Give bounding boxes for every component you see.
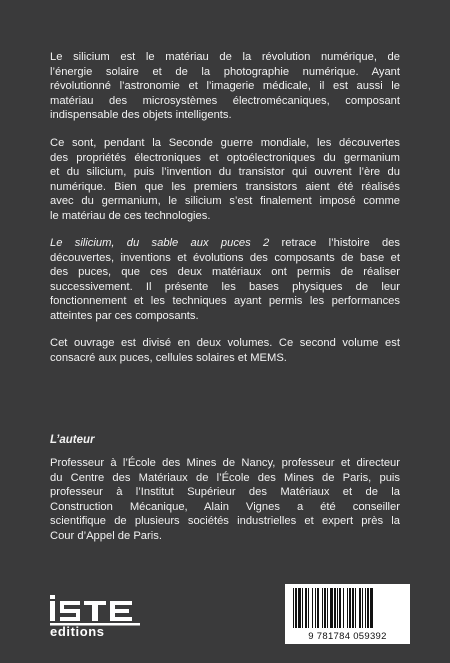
barcode-bar bbox=[324, 588, 326, 628]
barcode-bar bbox=[298, 588, 301, 628]
barcode-bar bbox=[295, 588, 297, 628]
text-line: fonctionnement et les techniques ayant permis les performances bbox=[50, 295, 400, 308]
text-line: des propriétés électroniques et optoélectroniques du germanium bbox=[50, 151, 400, 164]
text-line: avec du germanium, le silicium s’est finalement imposé comme bbox=[50, 195, 400, 208]
text-line: et du silicium, puis l’invention du transistor qui ouvrent l’ère du bbox=[50, 166, 400, 179]
barcode-bar bbox=[334, 588, 336, 628]
text-line: des puces, que ces deux matériaux ont permis de réaliser bbox=[50, 266, 400, 279]
text-line: Professeur à l’École des Mines de Nancy, professeur et directeur bbox=[50, 457, 400, 469]
barcode-bar bbox=[308, 588, 309, 628]
barcode-bar bbox=[327, 588, 328, 628]
text-line: Le silicium est le matériau de la révolution numérique, de bbox=[50, 51, 400, 63]
barcode-bar bbox=[365, 588, 366, 628]
text-line: l’énergie solaire et de la photographie numérique. Ayant bbox=[50, 65, 400, 78]
barcode-bar bbox=[359, 588, 361, 628]
book-title: Le silicium, du sable aux puces 2 bbox=[50, 237, 270, 249]
barcode-bar bbox=[330, 588, 333, 628]
text-line: découvertes, inventions et évolutions des composants de base et bbox=[50, 251, 400, 264]
barcode-bar bbox=[349, 588, 351, 628]
barcode-bar bbox=[367, 588, 369, 628]
text-line: successivement. Il présente les bases physiques de leur bbox=[50, 280, 400, 293]
barcode-bar bbox=[315, 588, 316, 628]
barcode-bar bbox=[302, 588, 303, 628]
isbn-number: 9 781784 059392 bbox=[308, 631, 387, 642]
barcode-bar bbox=[305, 588, 307, 628]
text-line: le matériau de ces technologies. bbox=[50, 209, 211, 222]
barcode-bar bbox=[352, 588, 354, 628]
text-line bbox=[50, 236, 400, 251]
barcode-bar bbox=[362, 588, 363, 628]
publisher-logo-sub: editions bbox=[50, 624, 105, 638]
description-paragraph-3 bbox=[50, 236, 400, 324]
barcode-bars bbox=[285, 584, 410, 630]
text-line: Cet ouvrage est divisé en deux volumes. Ce second volume est bbox=[50, 337, 400, 349]
author-bio bbox=[50, 456, 400, 544]
description-paragraph-4 bbox=[50, 336, 400, 365]
description-paragraph-2 bbox=[50, 136, 400, 224]
text-line: consacré aux puces, cellules solaires et MEMS. bbox=[50, 351, 287, 364]
text-line: Ce sont, pendant la Seconde guerre mondiale, les découvertes bbox=[50, 137, 400, 149]
barcode-bar bbox=[322, 588, 323, 628]
publisher-logo bbox=[48, 593, 168, 638]
text-line: atteintes par ces composants. bbox=[50, 309, 199, 322]
text-line: Cour d’Appel de Paris. bbox=[50, 529, 162, 542]
text-line: indispensable des objets intelligents. bbox=[50, 109, 232, 122]
description-paragraph-1 bbox=[50, 50, 400, 123]
text-line: révolutionné l’astronomie et l’imagerie médicale, il est aussi le bbox=[50, 80, 400, 93]
barcode-bar bbox=[370, 588, 373, 628]
barcode-bar bbox=[339, 588, 341, 628]
barcode-bar bbox=[293, 588, 294, 628]
barcode-bar bbox=[317, 588, 319, 628]
text-line: du Centre des Matériaux de l’École des Mines de Paris, puis bbox=[50, 471, 400, 484]
barcode-bar bbox=[355, 588, 356, 628]
barcode-bar bbox=[347, 588, 348, 628]
text-line: matériau des microsystèmes électromécaniques, composant bbox=[50, 94, 400, 107]
text-line: professeur à l’Institut Supérieur des Matériaux et de la bbox=[50, 486, 400, 499]
barcode-bar bbox=[337, 588, 338, 628]
barcode-bar bbox=[343, 588, 344, 628]
barcode-bar bbox=[312, 588, 313, 628]
text-fragment: retrace l’histoire des bbox=[269, 237, 400, 249]
text-line: scientifique de plusieurs sociétés industrielles et expert près la bbox=[50, 515, 400, 528]
author-heading: L’auteur bbox=[50, 434, 95, 446]
barcode bbox=[285, 584, 410, 644]
text-line: numérique. Bien que les premiers transistors aient été réalisés bbox=[50, 180, 400, 193]
text-line: Construction Mécanique, Alain Vignes a été conseiller bbox=[50, 500, 400, 513]
